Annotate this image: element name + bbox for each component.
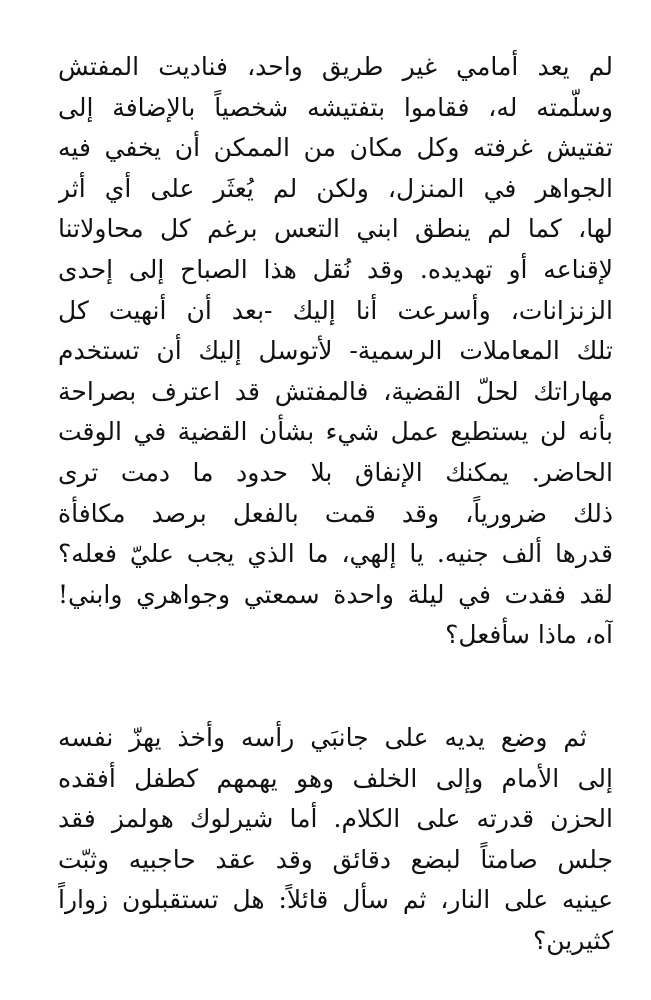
text-line-last: كثيرين؟ xyxy=(532,925,613,955)
text-line: لم يعد أمامي غير طريق واحد، فناديت المفتش xyxy=(58,52,613,81)
text-line: الحاضر. يمكنك الإنفاق بلا حدود ما دمت ترى xyxy=(58,457,613,487)
text-line: عينيه على النار، ثم سأل قائلاً: هل تستقبلون زواراً xyxy=(58,885,613,915)
text-line: قدرها ألف جنيه. يا إلهي، ما الذي يجب عليّ فعله؟ xyxy=(58,539,613,569)
text-line: جلس صامتاً لبضع دقائق وقد عقد حاجبيه وثبّت xyxy=(58,844,613,874)
text-line: تفتيش غرفته وكل مكان من الممكن أن يخفي فيه xyxy=(58,133,613,163)
text-line: الحزن قدرته على الكلام. أما شيرلوك هولمز فقد xyxy=(58,804,613,834)
text-line: لقد فقدت في ليلة واحدة سمعتي وجواهري وابني! xyxy=(58,579,613,609)
text-line: لإقناعه أو تهديده. وقد نُقل هذا الصباح إلى إحدى xyxy=(58,254,613,284)
text-line: مهاراتك لحلّ القضية، فالمفتش قد اعترف بصراحة xyxy=(58,376,613,406)
text-line: ذلك ضرورياً، وقد قمت بالفعل برصد مكافأة xyxy=(58,498,613,528)
text-line: الزنزانات، وأسرعت أنا إليك -بعد أن أنهيت كل xyxy=(58,295,613,325)
text-line: إلى الأمام وإلى الخلف وهو يهمهم كطفل أفقده xyxy=(58,763,613,793)
paragraph-2 xyxy=(58,718,613,962)
text-line: بأنه لن يستطيع عمل شيء بشأن القضية في الوقت xyxy=(58,417,613,447)
text-line: لها، كما لم ينطق ابني التعس برغم كل محاولاتنا xyxy=(58,214,613,244)
text-line: وسلّمته له، فقاموا بتفتيشه شخصياً بالإضافة إلى xyxy=(58,92,613,122)
text-line: تلك المعاملات الرسمية- لأتوسل إليك أن تستخدم xyxy=(58,336,613,366)
text-line: الجواهر في المنزل، ولكن لم يُعثَر على أي أثر xyxy=(58,173,613,203)
paragraph-1 xyxy=(58,47,613,656)
text-line-last: آه، ماذا سأفعل؟ xyxy=(445,620,613,650)
text-line-first: ثم وضع يديه على جانبَي رأسه وأخذ يهزّ نفسه xyxy=(58,723,587,752)
